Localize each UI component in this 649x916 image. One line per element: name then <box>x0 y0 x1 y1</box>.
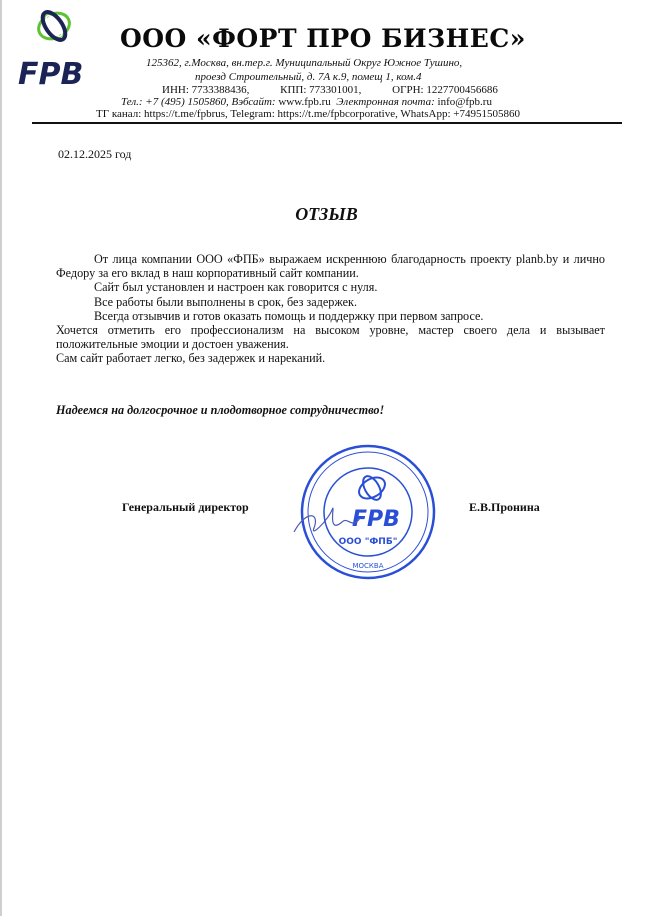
registration-line <box>162 84 526 96</box>
website-label: Вэбсайт: <box>231 96 276 108</box>
company-logo-icon <box>16 6 88 90</box>
document-body <box>56 252 605 366</box>
company-stamp-icon <box>286 440 446 590</box>
email-link[interactable]: info@fpb.ru <box>437 96 492 108</box>
inn: ИНН: 7733388436, <box>162 84 250 96</box>
contact-line <box>121 96 492 108</box>
company-name: ООО «ФОРТ ПРО БИЗНЕС» <box>120 24 526 53</box>
social-line: ТГ канал: https://t.me/fpbrus, Telegram: https://t.me/fpbcorporative, WhatsApp: +74951505860 <box>96 108 520 120</box>
svg-text:FPB: FPB <box>352 507 400 532</box>
paragraph: От лица компании ООО «ФПБ» выражаем искреннюю благодарность проекту planb.by и лично Федору за его вклад в наш корпоративный сайт компании. <box>56 252 605 281</box>
website-link[interactable]: www.fpb.ru <box>278 96 331 108</box>
email-label: Электронная почта: <box>336 96 435 108</box>
paragraph: Сам сайт работает легко, без задержек и нареканий. <box>56 351 326 366</box>
paragraph: Сайт был установлен и настроен как говорится с нуля. <box>94 280 378 295</box>
svg-text:ООО "ФПБ": ООО "ФПБ" <box>338 537 398 547</box>
paragraph: Всегда отзывчив и готов оказать помощь и поддержку при первом запросе. <box>94 308 484 323</box>
document-date: 02.12.2025 год <box>58 147 132 161</box>
svg-text:FPB: FPB <box>18 57 84 90</box>
paragraph: Хочется отметить его профессионализм на высоком уровне, мастер своего дела и вызывает положительные эмоции и достоен уважения. <box>56 323 605 352</box>
svg-text:МОСКВА: МОСКВА <box>352 562 384 570</box>
ogrn: ОГРН: 1227700456686 <box>392 84 498 96</box>
phone: Тел.: +7 (495) 1505860, <box>121 96 229 108</box>
paragraph: Все работы были выполнены в срок, без задержек. <box>94 294 357 309</box>
address-line-1: 125362, г.Москва, вн.тер.г. Муниципальный Округ Южное Тушино, <box>146 57 463 69</box>
document-title: ОТЗЫВ <box>295 204 358 224</box>
signatory-title: Генеральный директор <box>122 500 249 514</box>
signatory-name: Е.В.Пронина <box>469 500 540 514</box>
closing-line: Надеемся на долгосрочное и плодотворное сотрудничество! <box>56 403 385 417</box>
header-divider <box>32 122 622 124</box>
address-line-2: проезд Строительный, д. 7А к.9, помещ 1, ком.4 <box>195 71 422 83</box>
kpp: КПП: 773301001, <box>280 84 362 96</box>
